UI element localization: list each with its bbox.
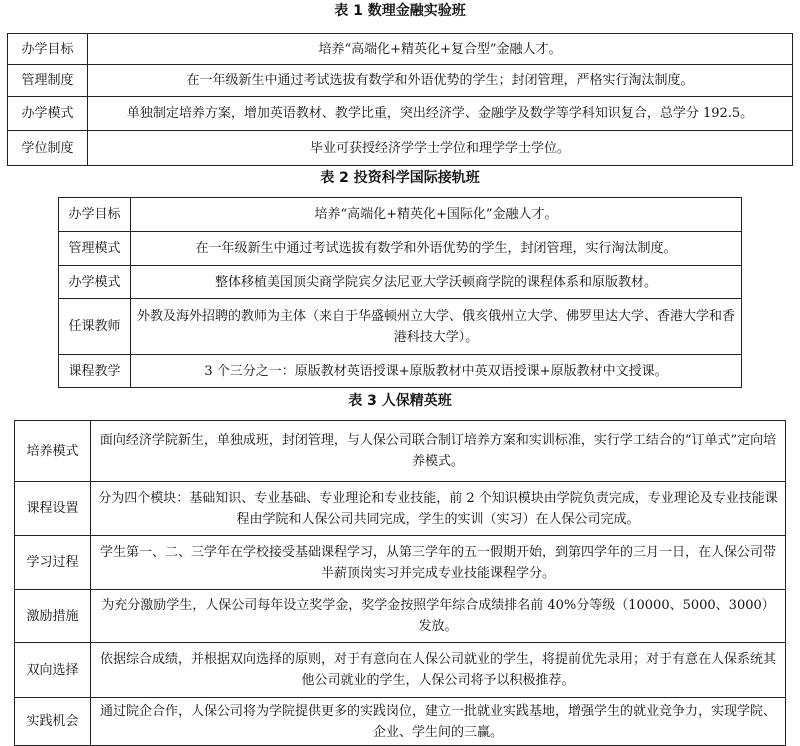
row-label: 学位制度 <box>8 131 88 166</box>
row-label: 办学目标 <box>8 34 88 65</box>
table-row <box>8 65 793 97</box>
row-content: 整体移植美国顶尖商学院宾夕法尼亚大学沃顿商学院的课程体系和原版教材。 <box>131 266 742 299</box>
row-content: 学生第一、二、三学年在学校接受基础课程学习，从第三学年的五一假期开始，到第四学年的三月一日，在人保公司带半薪顶岗实习并完成专业技能课程学分。 <box>91 536 786 590</box>
row-label: 管理模式 <box>59 232 131 266</box>
row-content: 培养“高端化+精英化+国际化”金融人才。 <box>131 198 742 232</box>
table2 <box>58 197 742 388</box>
table-row <box>59 299 742 355</box>
row-content: 在一年级新生中通过考试选拔有数学和外语优势的学生，封闭管理，实行淘汰制度。 <box>131 232 742 266</box>
row-label: 办学目标 <box>59 198 131 232</box>
table-row <box>8 131 793 166</box>
row-label: 管理制度 <box>8 65 88 97</box>
row-label: 课程设置 <box>15 482 91 536</box>
row-content: 在一年级新生中通过考试选拔有数学和外语优势的学生；封闭管理，严格实行淘汰制度。 <box>88 65 793 97</box>
table-row <box>15 536 786 590</box>
table2-caption: 表 2 投资科学国际接轨班 <box>320 170 480 186</box>
row-label: 学习过程 <box>15 536 91 590</box>
table-row <box>59 232 742 266</box>
table-row <box>59 266 742 299</box>
row-label: 培养模式 <box>15 421 91 482</box>
table-row <box>15 698 786 746</box>
row-content: 单独制定培养方案，增加英语教材、教学比重，突出经济学、金融学及数学等学科知识复合，总学分 192.5。 <box>88 97 793 131</box>
row-label: 任课教师 <box>59 299 131 355</box>
row-content: 培养“高端化+精英化+复合型”金融人才。 <box>88 34 793 65</box>
table-row <box>15 482 786 536</box>
row-content: 面向经济学院新生，单独成班，封闭管理，与人保公司联合制订培养方案和实训标准，实行学工结合的“订单式”定向培养模式。 <box>91 421 786 482</box>
row-content: 外教及海外招聘的教师为主体（来自于华盛顿州立大学、俄亥俄州立大学、佛罗里达大学、香港大学和香港科技大学）。 <box>131 299 742 355</box>
row-content: 分为四个模块：基础知识、专业基础、专业理论和专业技能，前 2 个知识模块由学院负责完成，专业理论及专业技能课程由学院和人保公司共同完成，学生的实训（实习）在人保公司完成。 <box>91 482 786 536</box>
table-row <box>15 590 786 643</box>
row-label: 激励措施 <box>15 590 91 643</box>
table3 <box>14 420 786 746</box>
row-label: 双向选择 <box>15 643 91 698</box>
table-row <box>59 198 742 232</box>
table-row <box>59 355 742 388</box>
table-row <box>15 421 786 482</box>
table-row <box>8 34 793 65</box>
table1-caption: 表 1 数理金融实验班 <box>334 3 466 19</box>
row-content: 依据综合成绩，并根据双向选择的原则，对于有意向在人保公司就业的学生，将提前优先录用；对于有意在人保系统其他公司就业的学生，人保公司将予以积极推荐。 <box>91 643 786 698</box>
row-content: 3 个三分之一：原版教材英语授课+原版教材中英双语授课+原版教材中文授课。 <box>131 355 742 388</box>
table-row <box>15 643 786 698</box>
row-label: 课程教学 <box>59 355 131 388</box>
row-label: 办学模式 <box>59 266 131 299</box>
table3-caption: 表 3 人保精英班 <box>348 393 452 409</box>
row-label: 办学模式 <box>8 97 88 131</box>
row-label: 实践机会 <box>15 698 91 746</box>
table-row <box>8 97 793 131</box>
row-content: 为充分激励学生，人保公司每年设立奖学金，奖学金按照学年综合成绩排名前 40%分等级（10000、5000、3000）发放。 <box>91 590 786 643</box>
row-content: 毕业可获授经济学学士学位和理学学士学位。 <box>88 131 793 166</box>
table1 <box>7 33 793 166</box>
row-content: 通过院企合作，人保公司将为学院提供更多的实践岗位，建立一批就业实践基地，增强学生的就业竞争力，实现学院、企业、学生间的三赢。 <box>91 698 786 746</box>
